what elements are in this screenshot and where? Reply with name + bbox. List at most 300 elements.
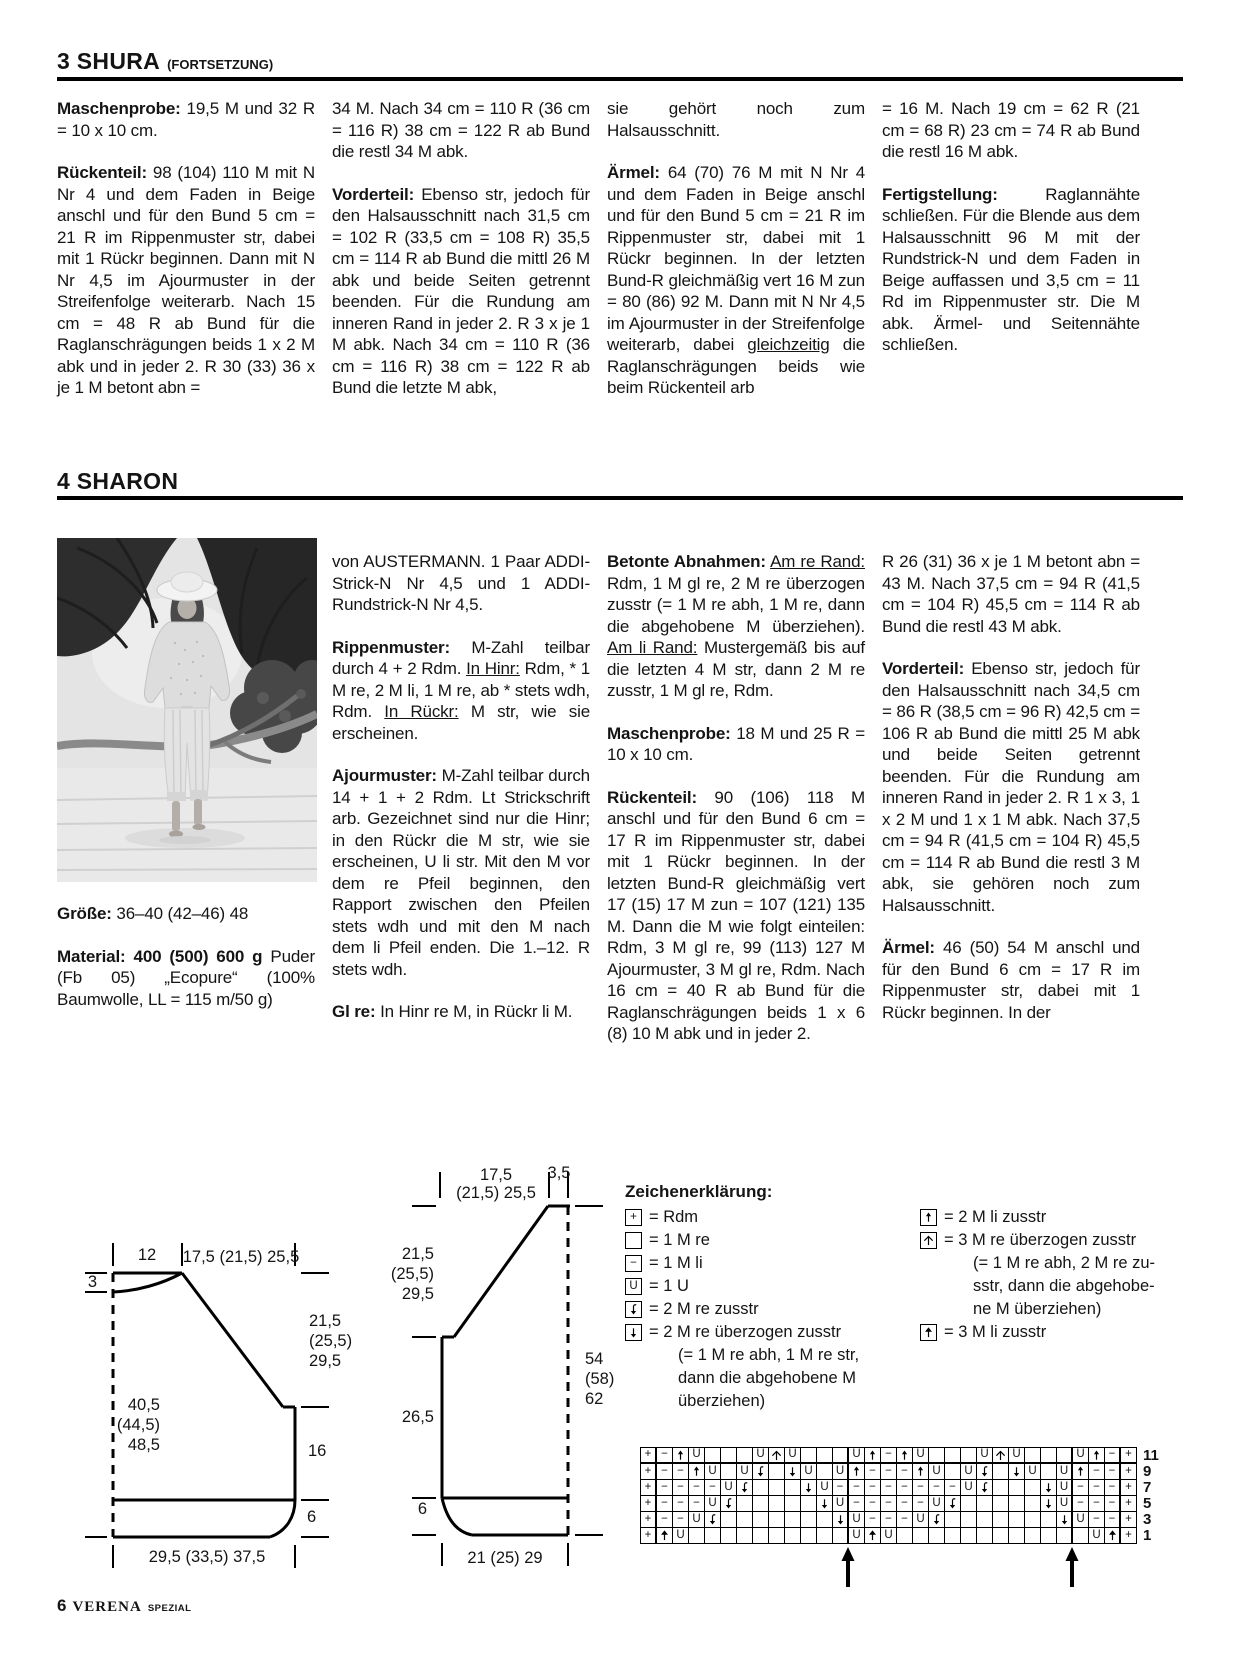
sharon-column-4 <box>882 551 1140 1023</box>
legend-item <box>920 1206 1155 1229</box>
symbol-yo: U <box>1012 1448 1021 1461</box>
legend-text-continued: (= 1 M re abh, 2 M re zu- <box>973 1254 1156 1272</box>
measurement-label: (25,5) <box>390 1265 434 1283</box>
sharon-column-3 <box>607 551 865 1045</box>
legend-right-column <box>920 1206 1155 1344</box>
symbol-s2 <box>803 1482 814 1493</box>
symbol-p: − <box>1108 1448 1116 1461</box>
symbol-p: − <box>1108 1464 1116 1477</box>
chart-cell <box>961 1512 977 1528</box>
symbol-p: − <box>661 1448 668 1461</box>
chart-cell <box>689 1528 705 1544</box>
measurement-label: 54 <box>585 1350 604 1368</box>
measurement-label: 3 <box>87 1273 97 1291</box>
symbol-p: − <box>853 1496 860 1509</box>
legend-symbol-rdm <box>625 1209 642 1226</box>
text-run: Maschenprobe: <box>607 723 731 743</box>
symbol-p: − <box>1093 1496 1100 1509</box>
chart-cell <box>1089 1480 1105 1496</box>
paragraph <box>332 551 590 616</box>
schematic-sleeve-shape <box>375 1160 620 1580</box>
chart-cell <box>817 1448 833 1464</box>
text-run: Ajourmuster: <box>332 766 437 785</box>
symbol-yo: U <box>629 1279 638 1292</box>
symbol-rdm: + <box>1125 1480 1132 1493</box>
text-run: Gl re: <box>332 1002 376 1021</box>
symbol-yo: U <box>964 1480 973 1493</box>
symbol-s2 <box>628 1327 639 1338</box>
chart-cell <box>769 1464 785 1480</box>
chart-row-number: 3 <box>1143 1511 1152 1528</box>
chart-cell <box>993 1528 1009 1544</box>
chart-cell <box>785 1512 801 1528</box>
symbol-p: − <box>661 1512 668 1525</box>
chart-cell <box>961 1464 977 1480</box>
chart-cell <box>1009 1448 1025 1464</box>
symbol-yo: U <box>740 1464 749 1477</box>
measurement-label: 12 <box>137 1246 157 1264</box>
page-footer <box>57 1596 191 1616</box>
symbol-t2 <box>899 1450 910 1461</box>
chart-cell <box>753 1464 769 1480</box>
chart-cell <box>1121 1448 1137 1464</box>
symbol-k2 <box>628 1304 639 1315</box>
text-run: R 26 (31) 36 x je 1 M betont abn = 43 M. Nach 37,5 cm = 94 R (41,5 cm = 104 R) 45,5 cm = 114 R ab Bund die restl 43 M abk. <box>882 552 1140 636</box>
chart-cell <box>817 1480 833 1496</box>
symbol-p: − <box>661 1464 668 1477</box>
section-rule <box>57 496 1183 500</box>
chart-cell <box>657 1528 673 1544</box>
legend-text: = 2 M re zusstr <box>649 1300 759 1318</box>
chart-cell <box>993 1480 1009 1496</box>
chart-cell <box>737 1480 753 1496</box>
symbol-yo: U <box>852 1448 861 1461</box>
symbol-yo: U <box>692 1512 701 1525</box>
text-run: 19,5 M und 32 R = 10 x 10 cm. <box>57 99 315 140</box>
chart-cell <box>689 1496 705 1512</box>
chart-cell <box>945 1496 961 1512</box>
text-run: Vorderteil: <box>882 659 965 678</box>
symbol-yo: U <box>1059 1480 1069 1493</box>
symbol-yo: U <box>932 1496 941 1509</box>
sharon-column-2 <box>332 551 590 1023</box>
chart-cell <box>1121 1464 1137 1480</box>
legend-item <box>625 1252 859 1275</box>
chart-cell <box>913 1512 929 1528</box>
symbol-k2 <box>723 1498 734 1509</box>
symbol-yo: U <box>1076 1512 1085 1525</box>
chart-cell <box>753 1528 769 1544</box>
section-rule <box>57 77 1183 81</box>
chart-cell <box>833 1528 849 1544</box>
text-run: = 16 M. Nach 19 cm = 62 R (21 cm = 68 R) 23 cm = 74 R ab Bund die restl 16 M abk. <box>882 99 1140 161</box>
chart-cell <box>705 1496 721 1512</box>
symbol-p: − <box>1077 1496 1084 1509</box>
symbol-yo: U <box>916 1448 925 1461</box>
chart-cell <box>993 1464 1009 1480</box>
section-header-sharon <box>57 468 178 495</box>
chart-cell <box>849 1528 865 1544</box>
paragraph <box>882 937 1140 1023</box>
symbol-s2 <box>1059 1514 1070 1525</box>
paragraph <box>882 184 1140 356</box>
photo-model-beach <box>57 538 317 882</box>
chart-cell <box>1089 1528 1105 1544</box>
chart-cell <box>769 1528 785 1544</box>
symbol-t2 <box>915 1466 926 1477</box>
page-number: 6 <box>57 1596 67 1615</box>
symbol-yo: U <box>724 1480 733 1493</box>
chart-cell <box>753 1448 769 1464</box>
symbol-yo: U <box>884 1528 893 1541</box>
symbol-k2 <box>947 1498 958 1509</box>
schematic-back-piece <box>57 1160 367 1580</box>
chart-cell <box>721 1448 737 1464</box>
symbol-p: − <box>885 1448 892 1461</box>
legend-left-column <box>625 1206 859 1413</box>
text-run: M str, wie sie erscheinen. <box>332 702 590 743</box>
text-run: gleichzeitig <box>747 335 830 354</box>
chart-cell <box>641 1512 657 1528</box>
symbol-p: − <box>1093 1480 1100 1493</box>
chart-cell <box>977 1448 993 1464</box>
chart-cell <box>913 1496 929 1512</box>
legend-item <box>625 1229 859 1252</box>
legend-symbol-yo <box>625 1278 642 1295</box>
section-header-shura <box>57 48 273 75</box>
text-run: sie gehört noch zum Halsausschnitt. <box>607 99 865 140</box>
text-run: Rdm, 1 M gl re, 2 M re überzogen zusstr (= 1 M re abh, 1 M re, dann die abgehobene M überziehen). <box>607 573 865 636</box>
chart-cell <box>753 1496 769 1512</box>
chart-cell <box>673 1448 689 1464</box>
chart-cell <box>801 1480 817 1496</box>
text-run: Rückenteil: <box>57 163 147 182</box>
chart-cell <box>801 1496 817 1512</box>
chart-cell <box>705 1528 721 1544</box>
chart-cell <box>737 1528 753 1544</box>
symbol-p: − <box>949 1480 956 1493</box>
magazine-edition: SPEZIAL <box>147 1603 192 1614</box>
measurement-label: 16 <box>308 1442 327 1460</box>
symbol-p: − <box>1077 1480 1084 1493</box>
symbol-yo: U <box>1059 1496 1069 1509</box>
repeat-arrow-icon <box>841 1547 855 1587</box>
paragraph <box>607 551 865 702</box>
measurement-label: 29,5 (33,5) 37,5 <box>148 1548 266 1566</box>
legend-symbol-t3 <box>920 1324 937 1341</box>
paragraph <box>332 765 590 980</box>
symbol-t2 <box>867 1450 878 1461</box>
symbol-t3 <box>923 1327 934 1338</box>
symbol-t3 <box>1107 1530 1118 1541</box>
symbol-s2 <box>835 1514 846 1525</box>
chart-cell <box>977 1512 993 1528</box>
symbol-rdm: + <box>644 1480 652 1493</box>
symbol-c3 <box>923 1235 934 1246</box>
chart-cell <box>1041 1464 1057 1480</box>
text-run: Rdm, * 1 M re, 2 M li, 1 M re, ab * stets wdh, Rdm. <box>332 659 591 721</box>
chart-cell <box>897 1512 913 1528</box>
chart-cell <box>1121 1512 1137 1528</box>
text-run: Ebenso str, jedoch für den Halsausschnitt nach 34,5 cm = 86 R (38,5 cm = 96 R) 42,5 cm = 106 R ab Bund die mittl 25 M abk und beide Seiten getrennt beenden. Für die Rundung am inneren Rand in jeder 2. R 1 x 3, 1 x 2 M und 1 x 1 M abk. Nach 37,5 cm = 94 R (41,5 cm = 104 R) 45,5 cm = 114 R ab Bund die restl 3 M abk, sie gehören noch zum Halsausschnitt. <box>882 659 1140 915</box>
symbol-yo: U <box>804 1464 813 1477</box>
chart-cell <box>1025 1464 1041 1480</box>
chart-cell <box>689 1448 705 1464</box>
chart-cell <box>641 1464 657 1480</box>
legend-item <box>625 1206 859 1229</box>
text-run: Rippenmuster: <box>332 637 451 657</box>
chart-cell <box>769 1496 785 1512</box>
chart-cell <box>881 1464 897 1480</box>
legend-symbol-s2 <box>625 1324 642 1341</box>
symbol-yo: U <box>676 1528 685 1541</box>
symbol-p: − <box>885 1512 892 1525</box>
chart-cell <box>657 1464 673 1480</box>
chart-cell <box>977 1464 993 1480</box>
chart-cell <box>785 1496 801 1512</box>
chart-cell <box>737 1464 753 1480</box>
chart-cell <box>1041 1496 1057 1512</box>
chart-cell <box>1089 1512 1105 1528</box>
symbol-p: − <box>869 1464 876 1477</box>
paragraph <box>57 946 315 1011</box>
measurement-label: 6 <box>417 1500 427 1518</box>
chart-cell <box>913 1448 929 1464</box>
text-run: 18 M und 25 R = 10 x 10 cm. <box>607 723 865 764</box>
text-run: Fertigstellung: <box>882 184 998 204</box>
symbol-p: − <box>677 1464 684 1477</box>
chart-cell <box>769 1512 785 1528</box>
paragraph <box>332 1001 590 1023</box>
chart-cell <box>721 1512 737 1528</box>
symbol-t2 <box>1091 1450 1102 1461</box>
legend-item <box>625 1298 859 1321</box>
chart-cell <box>785 1528 801 1544</box>
paragraph <box>332 98 590 163</box>
chart-cell <box>657 1496 673 1512</box>
symbol-p: − <box>933 1480 940 1493</box>
chart-cell <box>641 1528 657 1544</box>
measurement-label: 3,5 <box>547 1164 571 1182</box>
chart-cell <box>753 1512 769 1528</box>
chart-cell <box>913 1464 929 1480</box>
chart-cell <box>897 1448 913 1464</box>
symbol-p: − <box>885 1464 892 1477</box>
symbol-p: − <box>709 1480 716 1493</box>
symbol-p: − <box>661 1480 668 1493</box>
chart-cell <box>673 1480 689 1496</box>
chart-cell <box>1057 1464 1073 1480</box>
symbol-yo: U <box>852 1528 861 1541</box>
chart-cell <box>1009 1496 1025 1512</box>
paragraph <box>607 162 865 399</box>
chart-cell <box>673 1512 689 1528</box>
legend-text: = 1 M li <box>649 1254 703 1272</box>
symbol-p: − <box>901 1512 908 1525</box>
chart-cell <box>1057 1512 1073 1528</box>
symbol-p: − <box>661 1496 668 1509</box>
chart-cell <box>929 1496 945 1512</box>
chart-cell <box>1105 1512 1121 1528</box>
legend-text: = 1 M re <box>649 1231 710 1249</box>
chart-cell <box>1041 1448 1057 1464</box>
legend-text: = Rdm <box>649 1208 699 1226</box>
schematic-sleeve <box>375 1160 620 1580</box>
symbol-yo: U <box>1076 1448 1085 1461</box>
chart-cell <box>801 1448 817 1464</box>
chart-cell <box>945 1512 961 1528</box>
chart-cell <box>929 1480 945 1496</box>
symbol-p: − <box>885 1496 892 1509</box>
chart-cell <box>1073 1464 1089 1480</box>
chart-cell <box>945 1528 961 1544</box>
chart-cell <box>929 1528 945 1544</box>
legend-title: Zeichenerklärung: <box>625 1182 773 1201</box>
chart-cell <box>721 1496 737 1512</box>
chart-cell <box>769 1480 785 1496</box>
chart-cell <box>865 1528 881 1544</box>
legend-symbol-k2 <box>625 1301 642 1318</box>
text-run: M-Zahl teilbar durch 14 + 1 + 2 Rdm. Lt Strickschrift arb. Gezeichnet sind nur die Hinr; in den Rückr die M str, wie sie erscheinen, U li str. Mit den M vor dem re Pfeil beginnen, den Rapport zwischen den Pfeilen stets wdh und mit den M nach dem li Pfeil enden. Die 1.–12. R stets wdh. <box>332 766 590 979</box>
text-run: Am li Rand: <box>607 638 698 657</box>
symbol-s2 <box>787 1466 798 1477</box>
chart-cell <box>1025 1512 1041 1528</box>
text-run: In Hinr: <box>466 659 520 678</box>
text-run: Mustergemäß bis auf die letzten 4 M str, dann 2 M re zusstr, 1 M gl re, Rdm. <box>607 638 865 700</box>
symbol-t3 <box>659 1530 670 1541</box>
text-run: 36–40 (42–46) 48 <box>111 904 249 923</box>
chart-cell <box>881 1496 897 1512</box>
symbol-s2 <box>1043 1482 1054 1493</box>
symbol-k2 <box>931 1514 942 1525</box>
chart-cell <box>945 1480 961 1496</box>
measurement-label: 29,5 <box>401 1285 434 1303</box>
paragraph <box>607 787 865 1045</box>
symbol-p: − <box>917 1496 924 1509</box>
legend-text-continued: überziehen) <box>678 1392 766 1410</box>
symbol-p: − <box>1108 1512 1116 1525</box>
symbol-p: − <box>901 1480 908 1493</box>
symbol-p: − <box>693 1480 700 1493</box>
legend-text-continued: ne M überziehen) <box>973 1300 1102 1318</box>
symbol-rdm: + <box>644 1464 652 1477</box>
sharon-column-1 <box>57 903 315 1010</box>
symbol-p: − <box>1093 1464 1100 1477</box>
chart-cell <box>849 1496 865 1512</box>
chart-cell <box>1089 1464 1105 1480</box>
text-run: Vorderteil: <box>332 184 415 204</box>
chart-cell <box>737 1496 753 1512</box>
symbol-t2 <box>675 1450 686 1461</box>
symbol-yo: U <box>916 1512 925 1525</box>
chart-cell <box>737 1448 753 1464</box>
chart-row-number: 5 <box>1143 1495 1152 1512</box>
shura-column-4 <box>882 98 1140 356</box>
chart-cell <box>1009 1464 1025 1480</box>
chart-cell <box>1073 1496 1089 1512</box>
chart-cell <box>945 1448 961 1464</box>
symbol-rdm: + <box>1125 1528 1132 1541</box>
chart-cell <box>993 1512 1009 1528</box>
text-run: 34 M. Nach 34 cm = 110 R (36 cm = 116 R) 38 cm = 122 R ab Bund die restl 34 M abk. <box>332 99 590 161</box>
chart-cell <box>1121 1480 1137 1496</box>
symbol-p: − <box>885 1480 892 1493</box>
chart-cell <box>1105 1480 1121 1496</box>
chart-cell <box>705 1448 721 1464</box>
symbol-p: − <box>869 1480 876 1493</box>
chart-cell <box>801 1464 817 1480</box>
chart-cell <box>689 1464 705 1480</box>
symbol-p: − <box>869 1496 876 1509</box>
symbol-p: − <box>677 1496 684 1509</box>
chart-cell <box>929 1464 945 1480</box>
measurement-label: 17,5 <box>479 1166 513 1184</box>
symbol-c3 <box>771 1450 782 1461</box>
symbol-k2 <box>707 1514 718 1525</box>
chart-cell <box>961 1528 977 1544</box>
chart-cell <box>897 1464 913 1480</box>
paragraph <box>57 98 315 141</box>
symbol-s2 <box>1043 1498 1054 1509</box>
symbol-rdm: + <box>644 1512 652 1525</box>
symbol-rdm: + <box>1125 1496 1132 1509</box>
chart-cell <box>977 1480 993 1496</box>
text-run: 64 (70) 76 M mit N Nr 4 und dem Faden in Beige anschl und für den Bund 5 cm = 21 R im Rippenmuster str, dabei mit 1 Rückr beginnen. In der letzten Bund-R gleichmäßig vert 16 M zun = 80 (86) 92 M. Dann mit N Nr 4,5 im Ajourmuster in der Streifenfolge weiterarb, dabei <box>607 163 865 354</box>
symbol-k2 <box>979 1466 990 1477</box>
symbol-rdm: + <box>1125 1448 1132 1461</box>
chart-cell <box>1105 1448 1121 1464</box>
symbol-yo: U <box>835 1464 845 1477</box>
symbol-p: − <box>917 1480 924 1493</box>
symbol-yo: U <box>835 1496 845 1509</box>
paragraph <box>57 162 315 399</box>
chart-cell <box>897 1480 913 1496</box>
chart-row-number: 1 <box>1143 1527 1152 1544</box>
chart-cell <box>929 1448 945 1464</box>
symbol-yo: U <box>708 1496 717 1509</box>
chart-cell <box>785 1448 801 1464</box>
chart-cell <box>881 1528 897 1544</box>
symbol-t2 <box>923 1212 934 1223</box>
symbol-rdm: + <box>1125 1464 1132 1477</box>
measurement-label: 21 (25) 29 <box>467 1549 543 1567</box>
measurement-label: 29,5 <box>309 1352 342 1370</box>
symbol-t2 <box>851 1466 862 1477</box>
measurement-label: (25,5) <box>309 1332 353 1350</box>
chart-cell <box>1009 1480 1025 1496</box>
text-run: Maschenprobe: <box>57 99 181 118</box>
text-run: Ärmel: <box>607 163 660 182</box>
chart-cell <box>1041 1480 1057 1496</box>
chart-cell <box>945 1464 961 1480</box>
chart-row-number: 7 <box>1143 1479 1152 1496</box>
chart-cell <box>673 1464 689 1480</box>
paragraph <box>607 98 865 141</box>
chart-cell <box>865 1448 881 1464</box>
legend-text: = 2 M re überzogen zusstr <box>649 1323 842 1341</box>
symbol-c3 <box>995 1450 1006 1461</box>
symbol-yo: U <box>1059 1464 1069 1477</box>
chart-cell <box>705 1512 721 1528</box>
legend-symbol-k <box>625 1232 642 1249</box>
shura-column-1 <box>57 98 315 399</box>
chart-cell <box>1073 1528 1089 1544</box>
symbol-rdm: + <box>644 1496 652 1509</box>
chart-cell <box>801 1512 817 1528</box>
chart-cell <box>641 1480 657 1496</box>
chart-cell <box>657 1512 673 1528</box>
chart-cell <box>977 1528 993 1544</box>
